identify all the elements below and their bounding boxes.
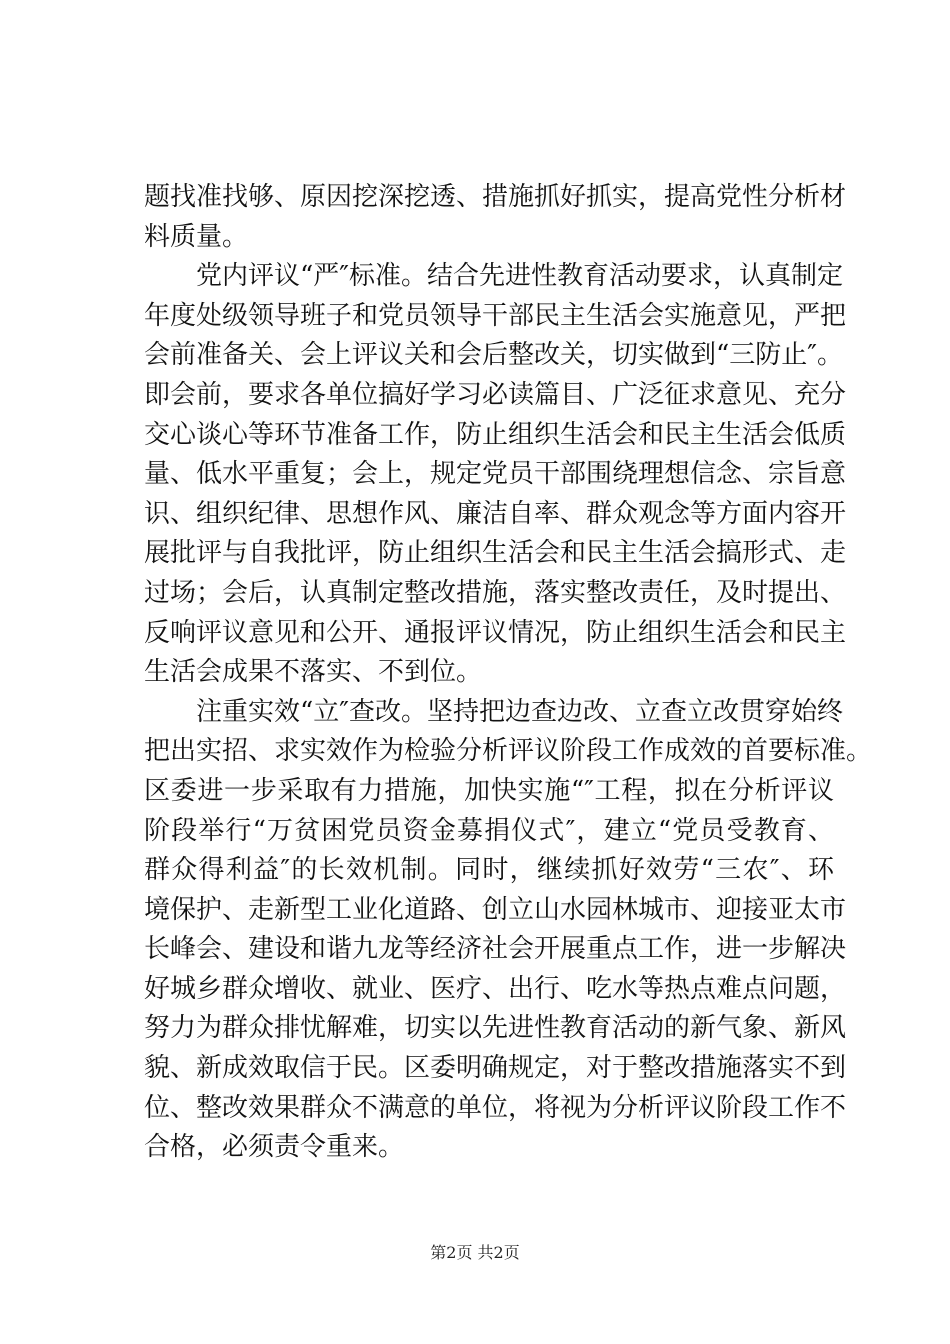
text-line: 注重实效“立″查改。坚持把边查边改、立查立改贯穿始终 <box>144 696 844 727</box>
text-line: 阶段举行“万贫困党员资金募捐仪式″，建立“党员受教育、 <box>144 815 834 846</box>
text-line: 料质量。 <box>144 221 249 252</box>
page-number-footer: 第2页 共2页 <box>430 1243 520 1262</box>
text-line: 合格，必须责令重来。 <box>144 1132 405 1163</box>
text-line: 位、整改效果群众不满意的单位，将视为分析评议阶段工作不 <box>144 1092 847 1123</box>
text-line: 群众得利益″的长效机制。同时，继续抓好效劳“三农″、环 <box>144 855 834 886</box>
text-line: 区委进一步采取有力措施，加快实施“″工程，拟在分析评议 <box>144 775 834 806</box>
text-line: 把出实招、求实效作为检验分析评议阶段工作成效的首要标准。 <box>144 736 873 767</box>
text-line: 反响评议意见和公开、通报评议情况，防止组织生活会和民主 <box>144 617 847 648</box>
text-line: 量、低水平重复；会上，规定党员干部围绕理想信念、宗旨意 <box>144 459 847 490</box>
text-line: 年度处级领导班子和党员领导干部民主生活会实施意见，严把 <box>144 300 847 331</box>
text-line: 过场；会后，认真制定整改措施，落实整改责任，及时提出、 <box>144 577 847 608</box>
text-line: 生活会成果不落实、不到位。 <box>144 657 483 688</box>
text-line: 展批评与自我批评，防止组织生活会和民主生活会搞形式、走 <box>144 538 847 569</box>
text-line: 识、组织纪律、思想作风、廉洁自率、群众观念等方面内容开 <box>144 498 847 529</box>
text-line: 长峰会、建设和谐九龙等经济社会开展重点工作，进一步解决 <box>144 934 847 965</box>
text-line: 境保护、走新型工业化道路、创立山水园林城市、迎接亚太市 <box>144 894 847 925</box>
document-body <box>144 178 873 1168</box>
text-line: 会前准备关、会上评议关和会后整改关，切实做到“三防止″。 <box>144 340 844 371</box>
text-line: 貌、新成效取信于民。区委明确规定，对于整改措施落实不到 <box>144 1053 847 1084</box>
text-line: 交心谈心等环节准备工作，防止组织生活会和民主生活会低质 <box>144 419 847 450</box>
text-line: 好城乡群众增收、就业、医疗、出行、吃水等热点难点问题， <box>144 973 847 1004</box>
text-line: 即会前，要求各单位搞好学习必读篇目、广泛征求意见、充分 <box>144 379 847 410</box>
text-line: 努力为群众排忧解难，切实以先进性教育活动的新气象、新风 <box>144 1013 847 1044</box>
text-line: 党内评议“严″标准。结合先进性教育活动要求，认真制定 <box>144 261 844 292</box>
text-line: 题找准找够、原因挖深挖透、措施抓好抓实，提高党性分析材 <box>144 182 847 212</box>
